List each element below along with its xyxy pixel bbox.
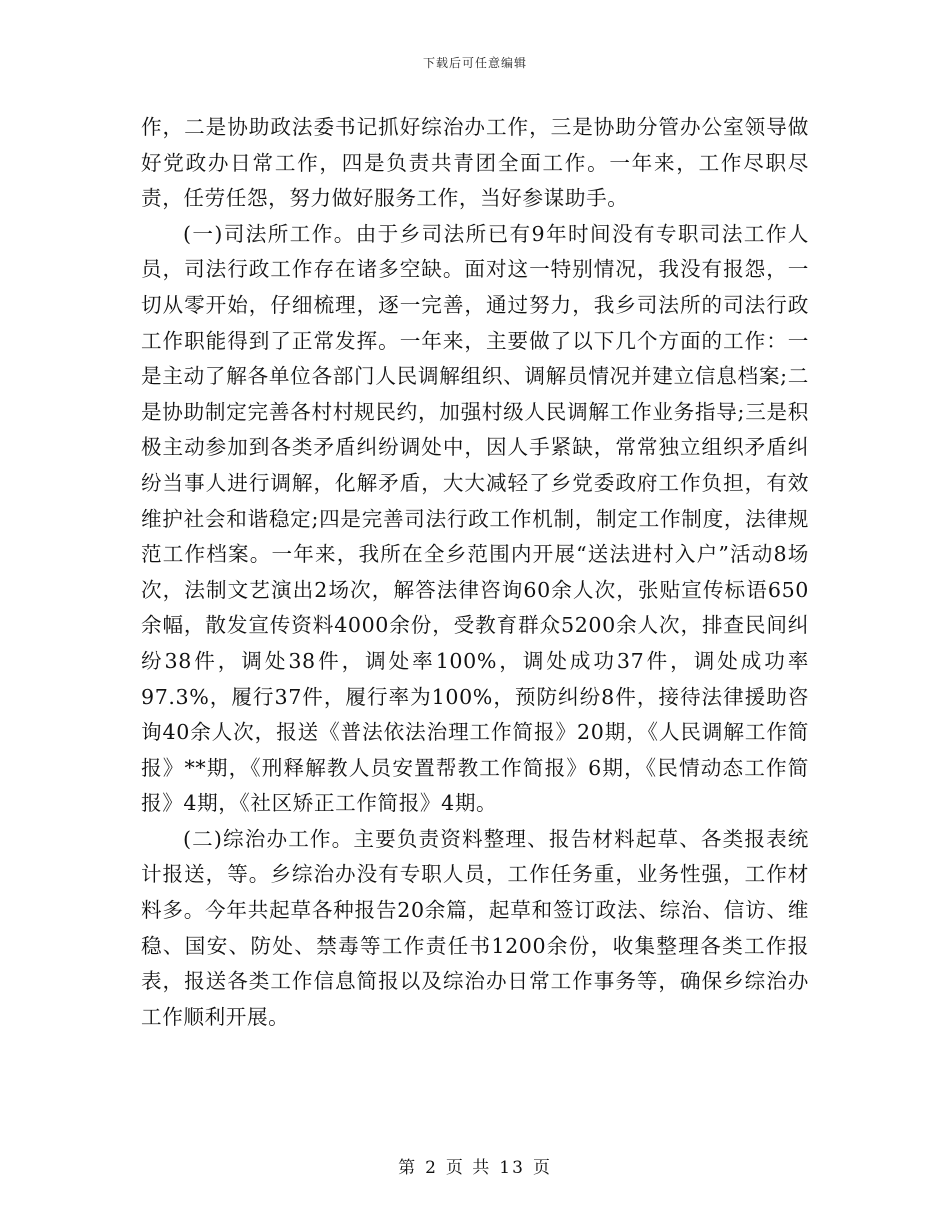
document-body bbox=[141, 110, 809, 1035]
footer-prefix: 第 bbox=[398, 1158, 418, 1178]
paragraph-1: 作，二是协助政法委书记抓好综治办工作，三是协助分管办公室领导做好党政办日常工作，四是负责共青团全面工作。一年来，工作尽职尽责，任劳任怨，努力做好服务工作，当好参谋助手。 bbox=[141, 115, 809, 211]
page-footer bbox=[0, 1153, 950, 1178]
current-page-number: 2 bbox=[425, 1158, 438, 1178]
total-pages-number: 13 bbox=[499, 1158, 525, 1178]
page-header: 下载后可任意编辑 bbox=[422, 56, 527, 70]
footer-middle: 页 共 bbox=[445, 1158, 492, 1178]
footer-suffix: 页 bbox=[532, 1158, 552, 1178]
paragraph-2: (一)司法所工作。由于乡司法所已有9年时间没有专职司法工作人员，司法行政工作存在诸多空缺。面对这一特别情况，我没有报怨，一切从零开始，仔细梳理，逐一完善，通过努力，我乡司法所的司法行政工作职能得到了正常发挥。一年来，主要做了以下几个方面的工作：一是主动了解各单位各部门人民调解组织、调解员情况并建立信息档案;二是协助制定完善各村村规民约，加强村级人民调解工作业务指导;三是积极主动参加到各类矛盾纠纷调处中，因人手紧缺，常常独立组织矛盾纠纷当事人进行调解，化解矛盾，大大减轻了乡党委政府工作负担，有效维护社会和谐稳定;四是完善司法行政工作机制，制定工作制度，法律规范工作档案。一年来，我所在全乡范围内开展“送法进村入户”活动8场次，法制文艺演出2场次，解答法律咨询60余人次，张贴宣传标语650余幅，散发宣传资料4000余份，受教育群众5200余人次，排查民间纠纷38件，调处38件，调处率100%，调处成功37件，调处成功率97.3%，履行37件，履行率为100%，预防纠纷8件，接待法律援助咨询40余人次，报送《普法依法治理工作简报》20期，《人民调解工作简报》**期，《刑释解教人员安置帮教工作简报》6期，《民情动态工作简报》4期，《社区矫正工作简报》4期。 bbox=[141, 221, 809, 816]
paragraph-3: (二)综治办工作。主要负责资料整理、报告材料起草、各类报表统计报送，等。乡综治办没有专职人员，工作任务重，业务性强，工作材料多。今年共起草各种报告20余篇，起草和签订政法、综治、信访、维稳、国安、防处、禁毒等工作责任书1200余份，收集整理各类工作报表，报送各类工作信息简报以及综治办日常工作事务等，确保乡综治办工作顺利开展。 bbox=[141, 826, 809, 1029]
